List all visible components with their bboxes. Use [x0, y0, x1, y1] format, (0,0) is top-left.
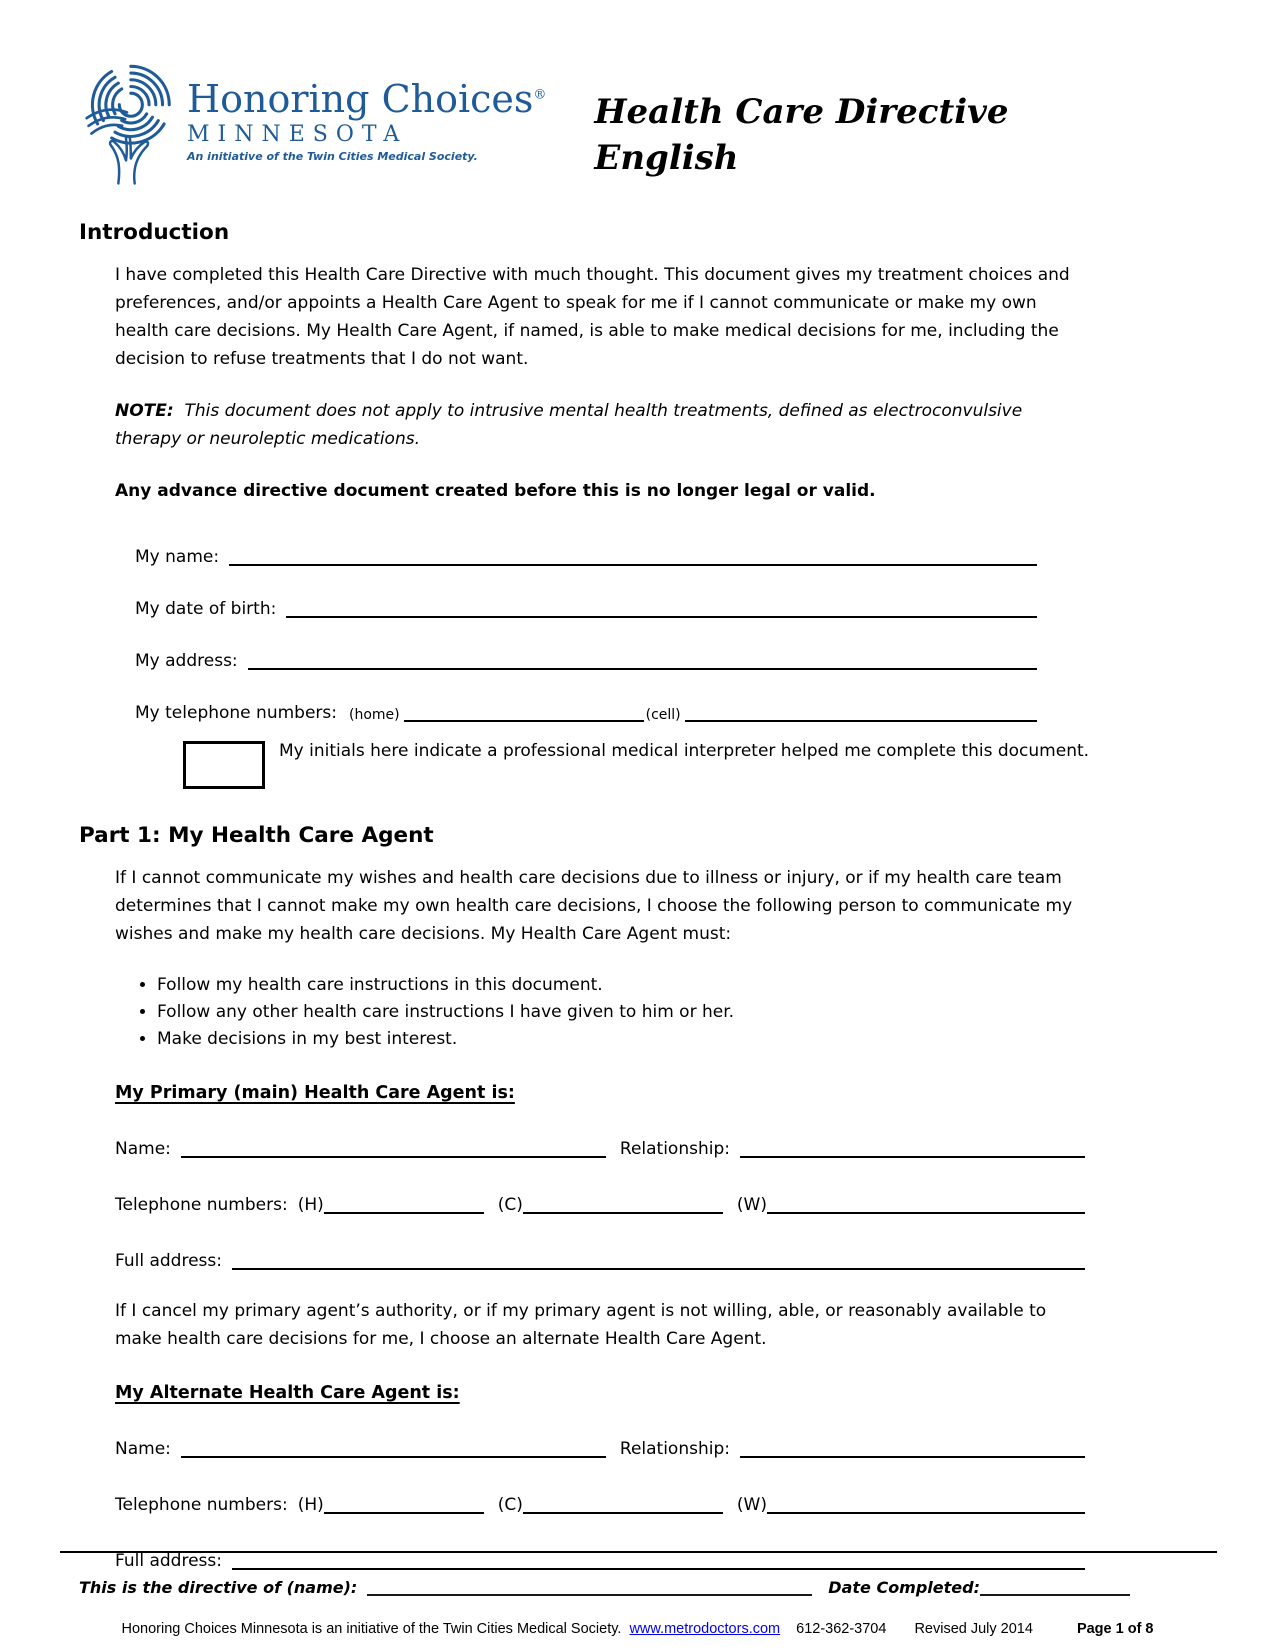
- intro-heading: Introduction: [79, 220, 230, 245]
- my-address-label: My address:: [135, 651, 238, 671]
- personal-info-fields: [135, 529, 1037, 723]
- relationship-label: Relationship:: [619, 1139, 730, 1159]
- page-indicator: Page 1 of 8: [1076, 1621, 1154, 1637]
- footer-phone: 612-362-3704: [796, 1621, 887, 1637]
- my-dob-blank[interactable]: [286, 598, 1037, 618]
- directive-of-name-blank[interactable]: [367, 1577, 812, 1596]
- agent-duty-item: • Follow any other health care instructions I have given to him or her.: [157, 999, 1087, 1026]
- home-phone-blank[interactable]: [404, 702, 644, 722]
- primary-home-blank[interactable]: [324, 1194, 484, 1214]
- w-label: (W): [736, 1195, 767, 1215]
- date-completed-label: Date Completed:: [828, 1578, 980, 1597]
- date-completed-blank[interactable]: [980, 1577, 1130, 1596]
- alternate-name-blank[interactable]: [181, 1438, 606, 1458]
- primary-cell-blank[interactable]: [523, 1194, 723, 1214]
- cell-phone-label: (cell): [645, 707, 681, 723]
- brand-tagline: An initiative of the Twin Cities Medical Society.: [187, 149, 478, 163]
- part1-heading: Part 1: My Health Care Agent: [79, 823, 434, 848]
- cell-phone-blank[interactable]: [685, 702, 1037, 722]
- footer-org-text: Honoring Choices Minnesota is an initiative of the Twin Cities Medical Society.: [121, 1621, 622, 1637]
- primary-address-blank[interactable]: [232, 1250, 1085, 1270]
- full-address-label: Full address:: [115, 1251, 222, 1271]
- alternate-relationship-blank[interactable]: [740, 1438, 1085, 1458]
- brand-name-text: Honoring Choices: [187, 77, 534, 121]
- my-name-row: [135, 529, 1037, 567]
- my-dob-label: My date of birth:: [135, 599, 277, 619]
- alternate-name-row: [115, 1429, 1085, 1459]
- primary-agent-heading: My Primary (main) Health Care Agent is:: [115, 1083, 515, 1103]
- document-title-line1: Health Care Directive: [594, 92, 1009, 132]
- primary-address-row: [115, 1241, 1085, 1271]
- my-address-blank[interactable]: [248, 650, 1037, 670]
- footer-org-row: [0, 1621, 1275, 1637]
- primary-relationship-blank[interactable]: [740, 1138, 1085, 1158]
- alternate-agent-heading: My Alternate Health Care Agent is:: [115, 1383, 460, 1403]
- telephone-label: Telephone numbers:: [115, 1495, 288, 1515]
- name-label: Name:: [115, 1139, 171, 1159]
- note-text: [174, 401, 185, 421]
- brand-name: [187, 77, 547, 121]
- masthead: [79, 58, 1183, 186]
- registered-trademark-mark: ®: [533, 87, 547, 103]
- agent-duty-item: • Make decisions in my best interest.: [157, 1026, 1087, 1053]
- h-label: (H): [297, 1195, 324, 1215]
- document-title-line2: English: [594, 137, 739, 178]
- part1-paragraph: If I cannot communicate my wishes and health care decisions due to illness or injury, or if my health care team determines that I cannot make my own health care decisions, I choose the following person to communicate my wishes and make my health care decisions. My Health Care Agent must:: [115, 868, 1073, 944]
- interpreter-initials-section: [183, 737, 1183, 789]
- footer-website-link[interactable]: www.metrodoctors.com: [629, 1621, 781, 1637]
- my-address-row: [135, 633, 1037, 671]
- primary-telephone-row: [115, 1185, 1085, 1215]
- alternate-cell-blank[interactable]: [523, 1494, 723, 1514]
- intro-paragraph: I have completed this Health Care Directive with much thought. This document gives my treatment choices and preferences, and/or appoints a Health Care Agent to speak for me if I cannot communicate or make my own health care decisions. My Health Care Agent, if named, is able to make medical decisions for me, including the decision to refuse treatments that I do not want.: [115, 265, 1070, 369]
- directive-of-label: This is the directive of (name):: [79, 1578, 358, 1597]
- home-phone-label: (home): [348, 707, 400, 723]
- c-label: (C): [497, 1495, 523, 1515]
- alternate-agent-fields: [115, 1429, 1085, 1571]
- brand-text: [187, 58, 546, 163]
- my-telephone-row: [135, 685, 1037, 723]
- telephone-label: Telephone numbers:: [115, 1195, 288, 1215]
- alternate-home-blank[interactable]: [324, 1494, 484, 1514]
- primary-name-row: [115, 1129, 1085, 1159]
- my-telephone-label: My telephone numbers:: [135, 703, 337, 723]
- w-label: (W): [736, 1495, 767, 1515]
- primary-name-blank[interactable]: [181, 1138, 606, 1158]
- page-footer: [0, 1551, 1275, 1637]
- h-label: (H): [297, 1495, 324, 1515]
- note-label: NOTE:: [115, 401, 174, 421]
- document-title: [594, 58, 1008, 182]
- my-dob-row: [135, 581, 1037, 619]
- c-label: (C): [497, 1195, 523, 1215]
- alternate-work-blank[interactable]: [767, 1494, 1085, 1514]
- my-name-blank[interactable]: [229, 546, 1037, 566]
- warning-text: Any advance directive document created before this is no longer legal or valid.: [115, 481, 876, 501]
- note-body: This document does not apply to intrusive mental health treatments, defined as electroconvulsive therapy or neuroleptic medications.: [115, 401, 1023, 449]
- name-label: Name:: [115, 1439, 171, 1459]
- footer-divider: [60, 1551, 1217, 1553]
- alternate-telephone-row: [115, 1485, 1085, 1515]
- alternate-agent-paragraph: If I cancel my primary agent’s authority, or if my primary agent is not willing, able, or reasonably available to make health care decisions for me, I choose an alternate Health Care Agent.: [115, 1301, 1047, 1349]
- note-paragraph: [115, 397, 1087, 453]
- tree-swirl-logo-icon: [79, 58, 175, 186]
- initials-box[interactable]: [183, 741, 265, 789]
- honoring-choices-logo: [79, 58, 546, 186]
- footer-revised-date: Revised July 2014: [914, 1621, 1033, 1637]
- primary-work-blank[interactable]: [767, 1194, 1085, 1214]
- full-address-label: Full address:: [115, 1551, 222, 1571]
- directive-of-row: [79, 1577, 1130, 1597]
- primary-agent-fields: [115, 1129, 1085, 1271]
- my-name-label: My name:: [135, 547, 220, 567]
- relationship-label: Relationship:: [619, 1439, 730, 1459]
- interpreter-note-text: My initials here indicate a professional medical interpreter helped me complete this document.: [279, 741, 1090, 761]
- agent-duty-item: • Follow my health care instructions in this document.: [157, 972, 1087, 999]
- agent-duties-list: [115, 972, 1087, 1053]
- brand-region: MINNESOTA: [187, 121, 408, 147]
